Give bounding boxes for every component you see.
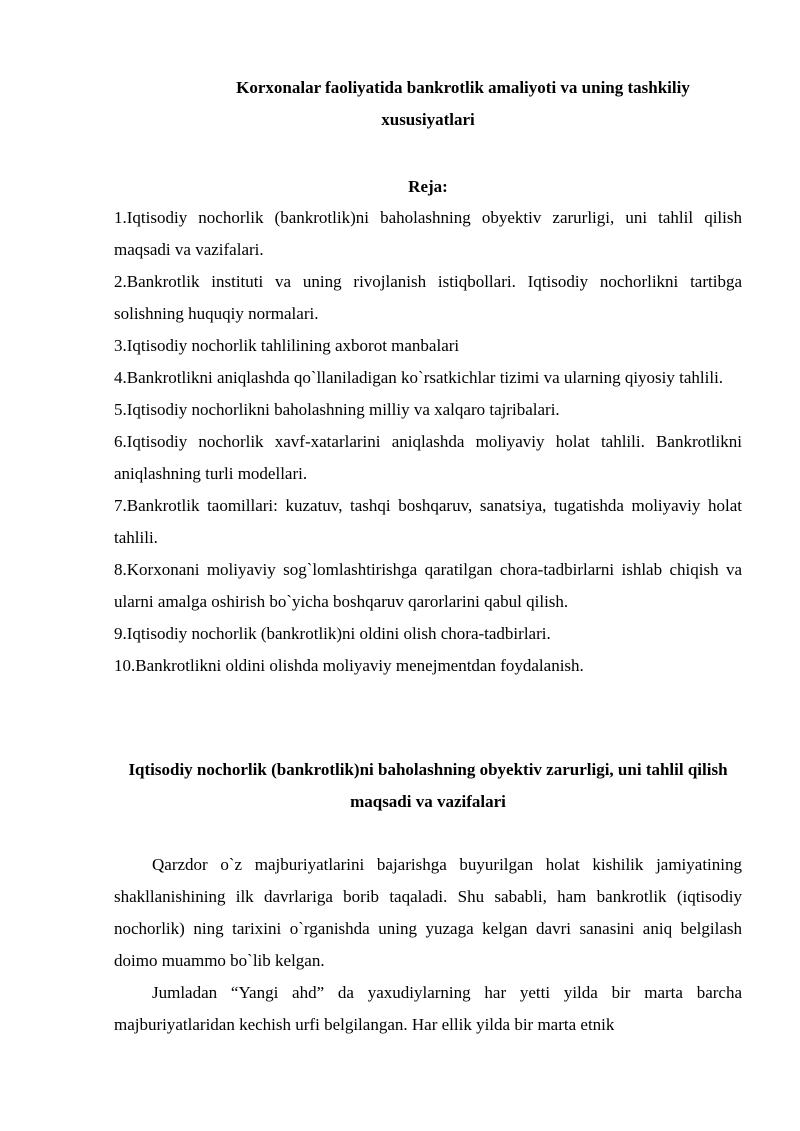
body-paragraph: Qarzdor o`z majburiyatlarini bajarishga buyurilgan holat kishilik jamiyatining shakllanishining ilk davrlariga borib taqaladi. Shu sababli, ham bankrotlik (iqtisodiy nochorlik) ning tarixini o`rganishda uning yuzaga kelgan davri sanasini aniq belgilash doimo muammo bo`lib kelgan.	[114, 855, 742, 970]
plan-item: 10.Bankrotlikni oldini olishda moliyaviy menejmentdan foydalanish.	[114, 656, 584, 675]
document-title-line1: Korxonalar faoliyatida bankrotlik amaliyoti va uning tashkiliy	[236, 78, 690, 97]
plan-item: 7.Bankrotlik taomillari: kuzatuv, tashqi boshqaruv, sanatsiya, tugatishda moliyaviy holat tahlili.	[114, 496, 742, 547]
plan-item: 2.Bankrotlik instituti va uning rivojlanish istiqbollari. Iqtisodiy nochorlikni tartibga solishning huquqiy normalari.	[114, 272, 742, 323]
document-title	[114, 72, 742, 136]
plan-item: 1.Iqtisodiy nochorlik (bankrotlik)ni baholashning obyektiv zarurligi, uni tahlil qilish maqsadi va vazifalari.	[114, 208, 742, 259]
plan-list	[114, 202, 742, 682]
plan-item: 6.Iqtisodiy nochorlik xavf-xatarlarini aniqlashda moliyaviy holat tahlili. Bankrotlikni aniqlashning turli modellari.	[114, 432, 742, 483]
plan-item: 3.Iqtisodiy nochorlik tahlilining axborot manbalari	[114, 336, 460, 355]
document-title-line2: xususiyatlari	[381, 110, 475, 129]
plan-item: 9.Iqtisodiy nochorlik (bankrotlik)ni oldini olish chora-tadbirlari.	[114, 624, 551, 643]
plan-item: 8.Korxonani moliyaviy sog`lomlashtirishga qaratilgan chora-tadbirlarni ishlab chiqish va ularni amalga oshirish bo`yicha boshqaruv qarorlarini qabul qilish.	[114, 560, 742, 611]
plan-item: 4.Bankrotlikni aniqlashda qo`llaniladigan ko`rsatkichlar tizimi va ularning qiyosiy tahlili.	[114, 368, 724, 387]
plan-item: 5.Iqtisodiy nochorlikni baholashning milliy va xalqaro tajribalari.	[114, 400, 560, 419]
section-title: Iqtisodiy nochorlik (bankrotlik)ni baholashning obyektiv zarurligi, uni tahlil qilish maqsadi va vazifalari	[128, 760, 728, 811]
plan-heading: Reja:	[408, 177, 448, 196]
body-paragraph: Jumladan “Yangi ahd” da yaxudiylarning har yetti yilda bir marta barcha majburiyatlaridan kechish urfi belgilangan. Har ellik yilda bir marta etnik	[114, 983, 742, 1034]
body-text	[114, 849, 742, 1041]
